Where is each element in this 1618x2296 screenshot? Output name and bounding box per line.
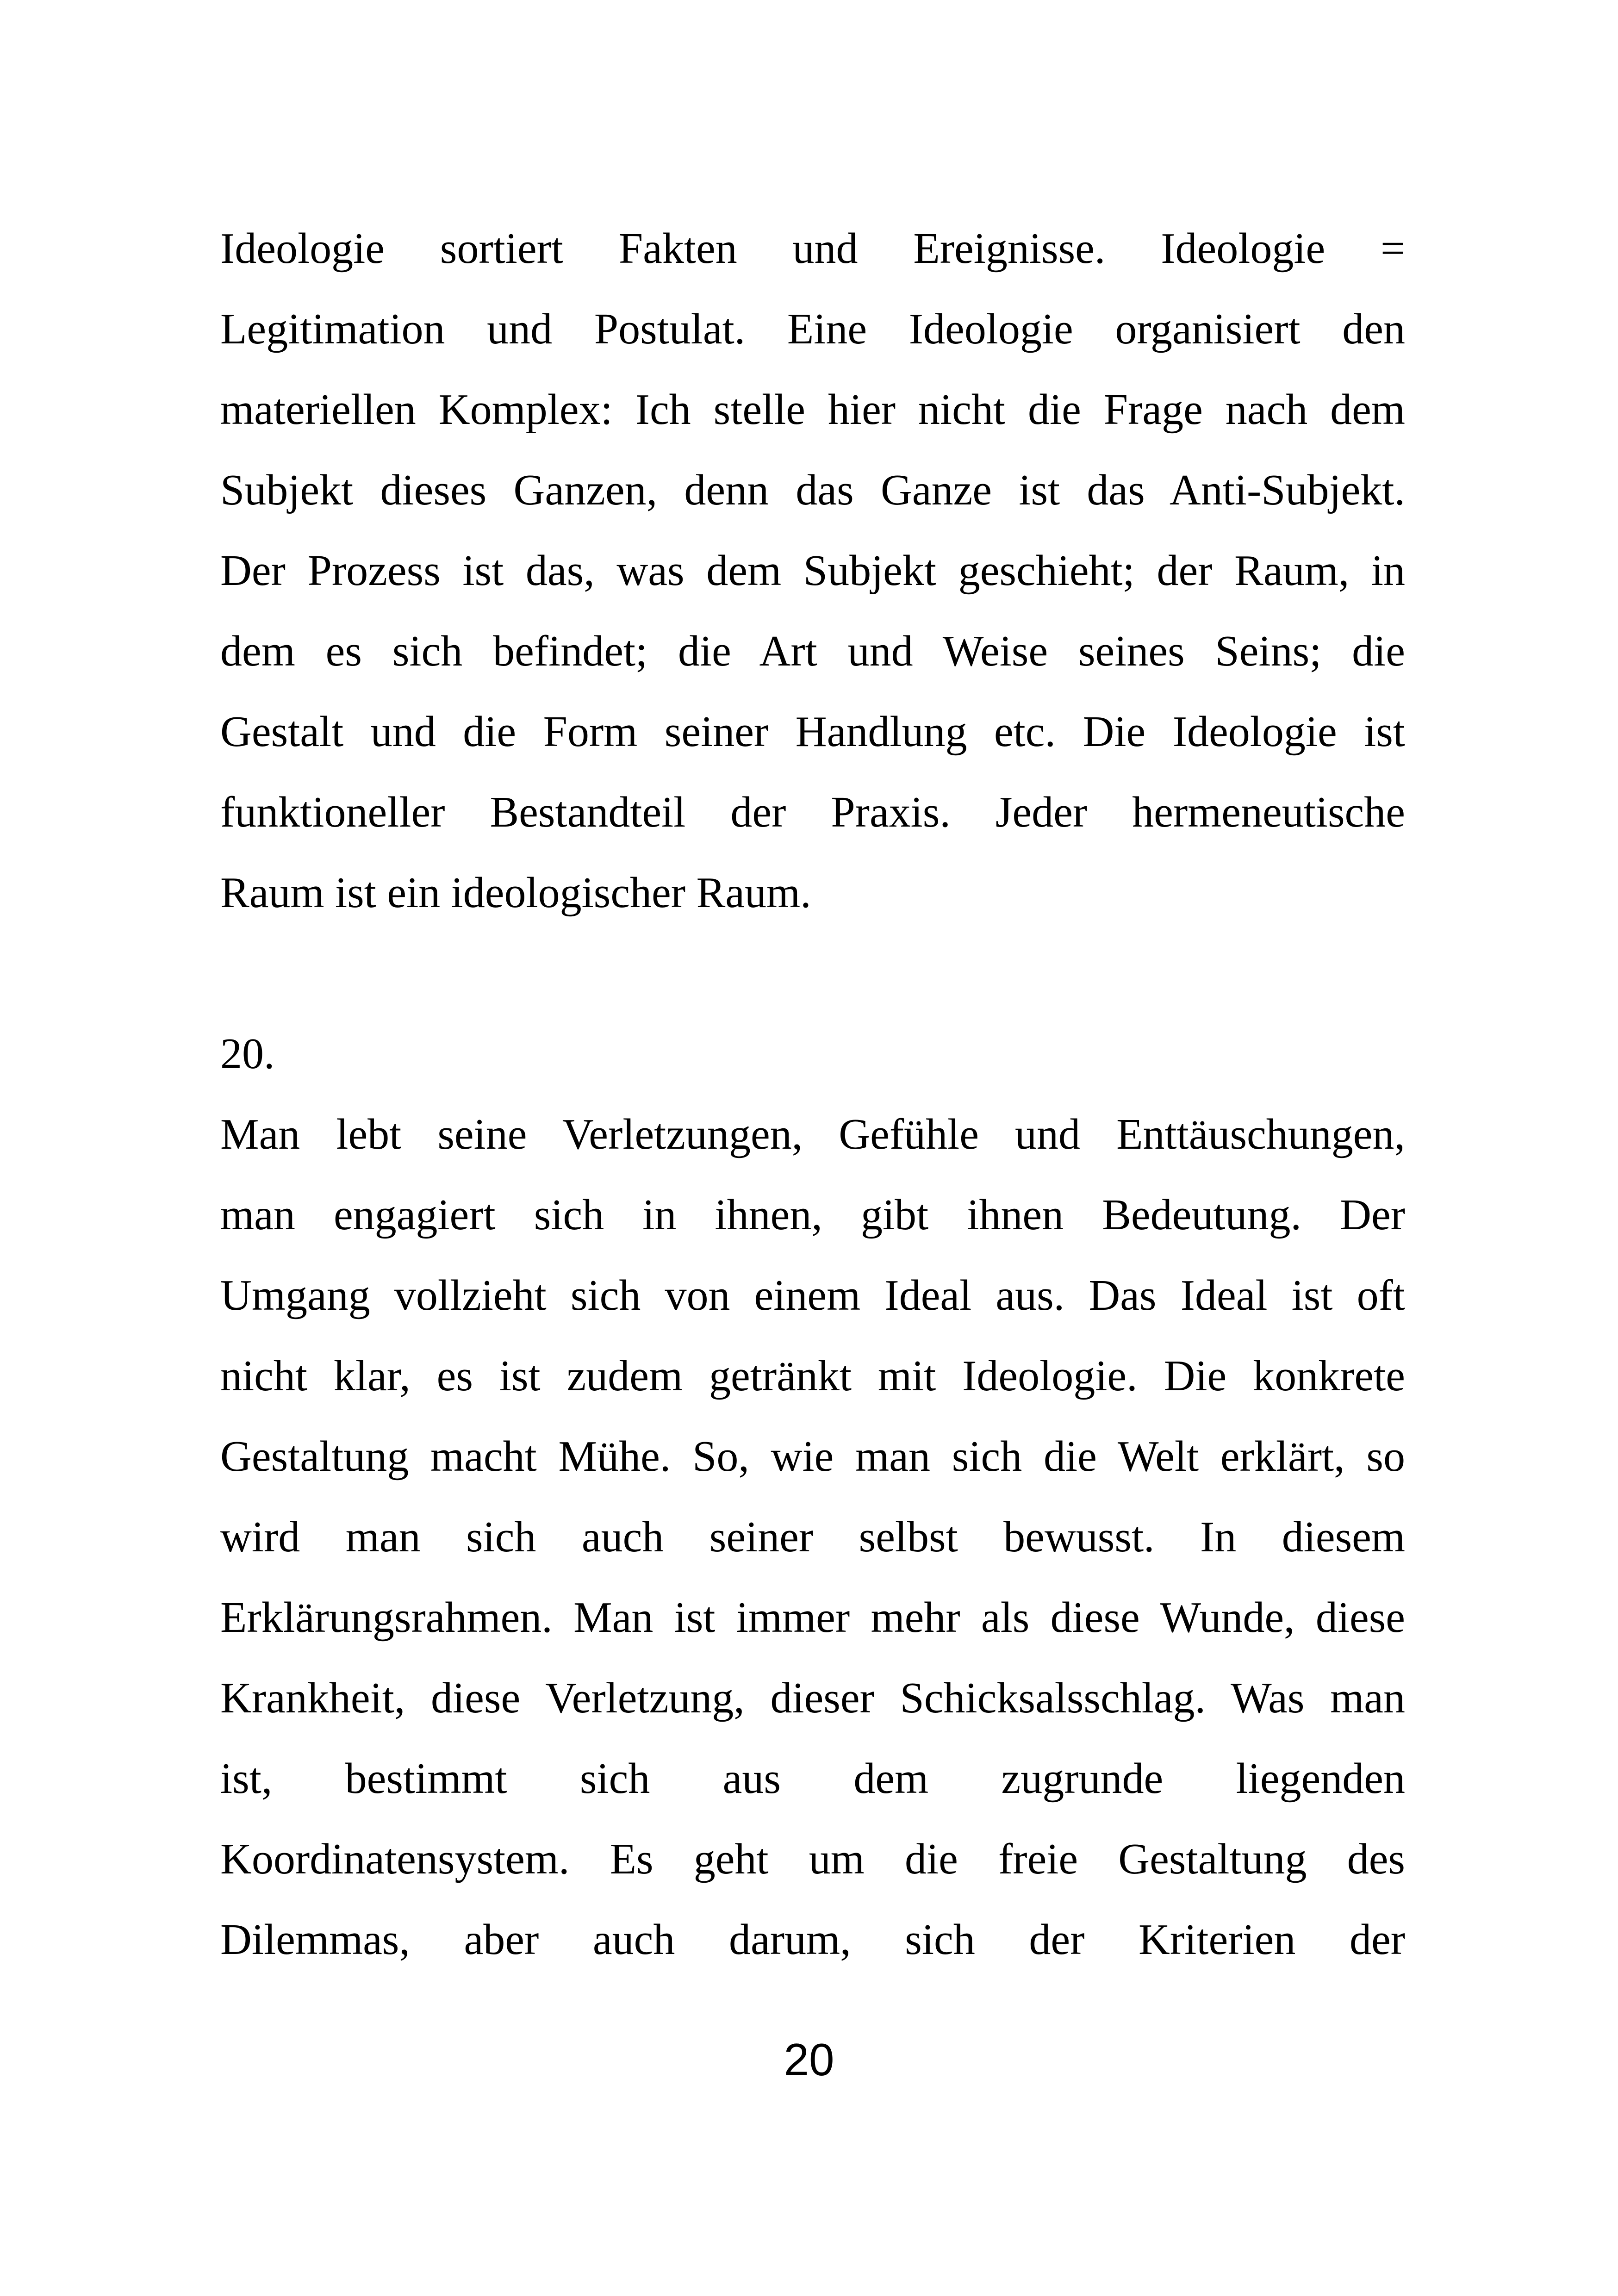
text-line: ist, bestimmt sich aus dem zugrunde liegenden — [220, 1755, 1405, 1803]
text-line: Gestalt und die Form seiner Handlung etc. Die Ideologie ist — [220, 708, 1405, 756]
text-line: Umgang vollzieht sich von einem Ideal aus. Das Ideal ist oft — [220, 1271, 1405, 1319]
text-line: funktioneller Bestandteil der Praxis. Jeder hermeneutische — [220, 788, 1405, 836]
text-line: Koordinatensystem. Es geht um die freie Gestaltung des — [220, 1835, 1405, 1883]
text-line: Legitimation und Postulat. Eine Ideologie organisiert den — [220, 305, 1405, 353]
text-line: man engagiert sich in ihnen, gibt ihnen Bedeutung. Der — [220, 1191, 1405, 1239]
text-line: Dilemmas, aber auch darum, sich der Kriterien der — [220, 1916, 1405, 1964]
text-line: Subjekt dieses Ganzen, denn das Ganze ist das Anti-Subjekt. — [220, 466, 1405, 514]
text-line: Der Prozess ist das, was dem Subjekt geschieht; der Raum, in — [220, 547, 1405, 595]
text-line: Ideologie sortiert Fakten und Ereignisse. Ideologie = — [220, 224, 1405, 273]
text-line: materiellen Komplex: Ich stelle hier nicht die Frage nach dem — [220, 386, 1405, 434]
text-line: Raum ist ein ideologischer Raum. — [220, 869, 811, 917]
paragraph-ideologie — [220, 208, 1405, 933]
text-line: nicht klar, es ist zudem getränkt mit Ideologie. Die konkrete — [220, 1352, 1405, 1400]
text-line: dem es sich befindet; die Art und Weise seines Seins; die — [220, 627, 1405, 675]
text-line: Krankheit, diese Verletzung, dieser Schicksalsschlag. Was man — [220, 1674, 1405, 1722]
page-number: 20 — [784, 2034, 834, 2085]
text-line: Man lebt seine Verletzungen, Gefühle und Enttäuschungen, — [220, 1110, 1405, 1158]
text-line: Erklärungsrahmen. Man ist immer mehr als diese Wunde, diese — [220, 1593, 1405, 1642]
text-line: wird man sich auch seiner selbst bewusst. In diesem — [220, 1513, 1405, 1561]
section-20 — [220, 1014, 1405, 1980]
section-number: 20. — [220, 1030, 275, 1078]
text-line: Gestaltung macht Mühe. So, wie man sich die Welt erklärt, so — [220, 1432, 1405, 1481]
